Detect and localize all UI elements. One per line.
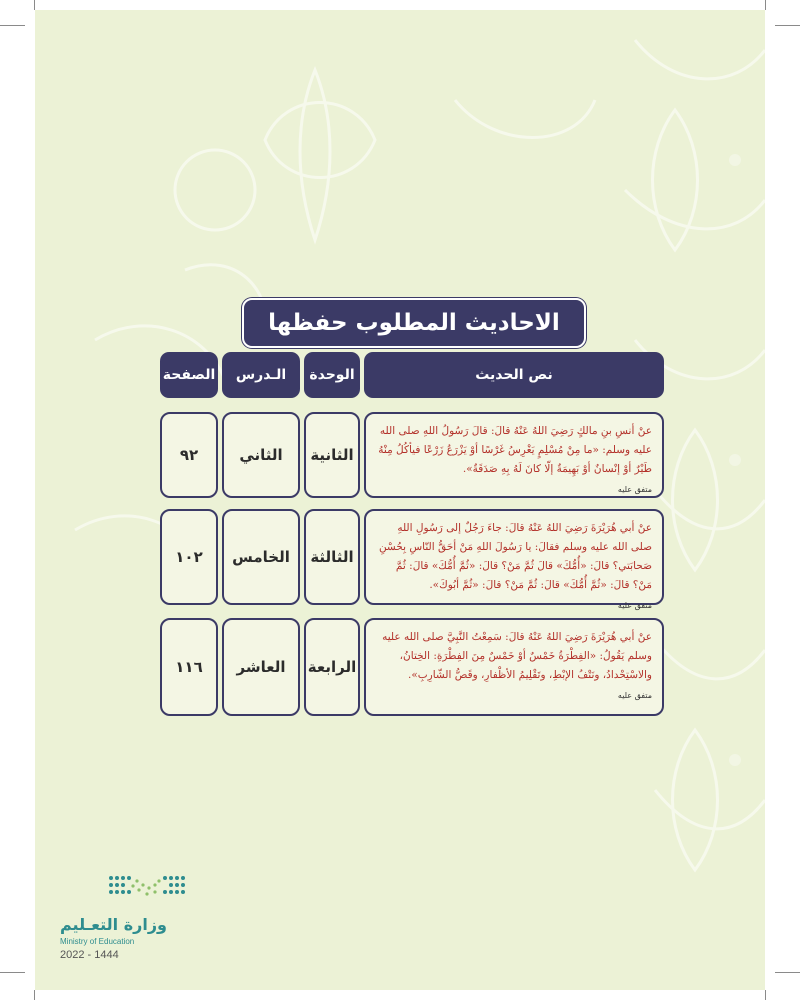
hadith-text-cell — [364, 412, 664, 498]
page-title: الاحاديث المطلوب حفظها — [242, 298, 586, 348]
crop-mark — [34, 990, 35, 1000]
ministry-name-arabic: وزارة التعـليم — [60, 915, 167, 934]
hadith-source: متفق عليه — [617, 485, 652, 494]
header-lesson: الـدرس — [222, 352, 300, 398]
lesson-cell: العاشر — [222, 618, 300, 716]
hadith-text-cell — [364, 618, 664, 716]
header-page: الصفحة — [160, 352, 218, 398]
hadith-text: عنْ أبي هُرَيْرَةَ رَضِيَ اللهُ عَنْهُ قالَ: جاءَ رَجُلٌ إلى رَسُولِ اللهِ صلى الله عليه وسلم فقالَ: يا رَسُولَ اللهِ مَنْ أحَقُّ النّاسِ بِحُسْنِ صَحابَتي؟ قالَ: «أُمُّكَ» قالَ ثُمَّ مَنْ؟ قالَ: «ثُمَّ أُمُّكَ» قالَ: ثُمَّ مَنْ؟ قالَ: «ثُمَّ أُمُّكَ» قالَ: ثُمَّ مَنْ؟ قالَ: «ثُمَّ أبُوكَ». — [378, 522, 652, 591]
header-unit: الوحدة — [304, 352, 360, 398]
page-number-cell: ١١٦ — [160, 618, 218, 716]
page-number-cell: ١٠٢ — [160, 509, 218, 605]
crop-mark — [775, 972, 800, 973]
crop-mark — [775, 25, 800, 26]
unit-cell: الثالثة — [304, 509, 360, 605]
background-pattern — [35, 10, 765, 990]
crop-mark — [34, 0, 35, 10]
hadith-text-cell — [364, 509, 664, 610]
unit-cell: الثانية — [304, 412, 360, 498]
crop-mark — [765, 0, 766, 10]
lesson-cell: الثاني — [222, 412, 300, 498]
ministry-name-english: Ministry of Education — [60, 937, 135, 946]
page-number-cell: ٩٢ — [160, 412, 218, 498]
header-hadith-text: نص الحديث — [364, 352, 664, 398]
hadith-text: عنْ أنسِ بنِ مالكٍ رَضِيَ اللهُ عَنْهُ قالَ: قالَ رَسُولُ اللهِ صلى الله عليه وسلم: «ما مِنْ مُسْلِمٍ يَغْرِسُ غَرْسًا أوْ يَزْرَعُ زَرْعًا فيأكُلُ مِنْهُ طَيْرٌ أوْ إنْسانٌ أوْ بَهِيمَةٌ إلّا كانَ لَهُ بِهِ صَدَقَةٌ». — [378, 425, 652, 475]
crop-mark — [0, 972, 25, 973]
page — [35, 10, 765, 990]
hadith-source: متفق عليه — [617, 691, 652, 700]
ministry-logo-icon — [105, 872, 195, 908]
crop-mark — [0, 25, 25, 26]
edition-year: 2022 - 1444 — [60, 949, 119, 961]
lesson-cell: الخامس — [222, 509, 300, 605]
hadith-source: متفق عليه — [617, 601, 652, 610]
hadith-text: عنْ أبي هُرَيْرَةَ رَضِيَ اللهُ عَنْهُ قالَ: سَمِعْتُ النَّبِيَّ صلى الله عليه وسلم يَقُولُ: «الفِطْرَةُ خَمْسٌ أوْ خَمْسٌ مِنَ الفِطْرَةِ: الخِتانُ، والاسْتِحْدادُ، ونَتْفُ الإبْطِ، وتَقْلِيمُ الأظْفارِ، وقَصُّ الشّارِبِ». — [382, 631, 652, 681]
crop-mark — [765, 990, 766, 1000]
unit-cell: الرابعة — [304, 618, 360, 716]
